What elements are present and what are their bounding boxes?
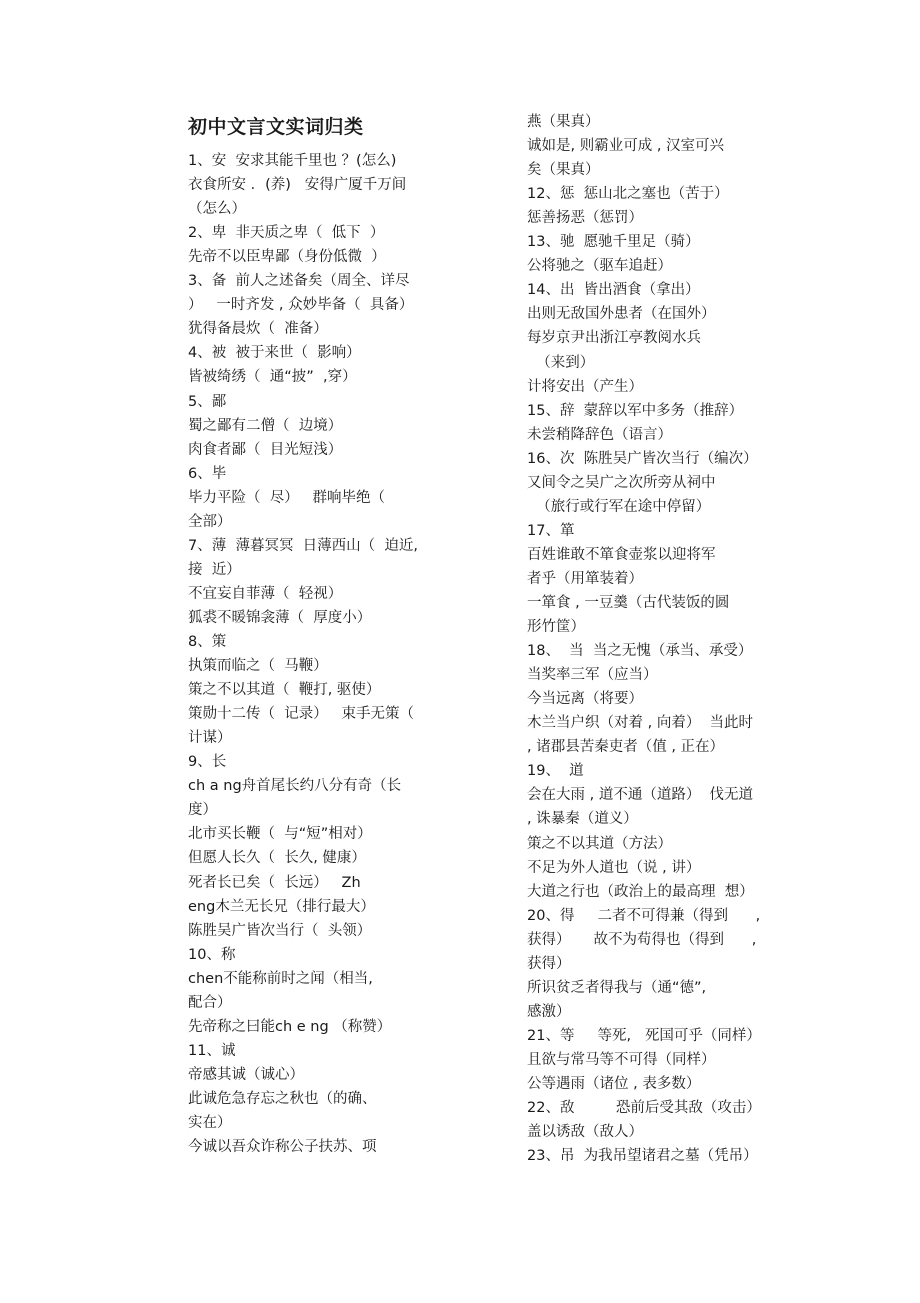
text-line: 19、 道	[527, 763, 584, 780]
text-line: 惩善扬恶（惩罚）	[527, 210, 643, 227]
text-line: 死者长已矣（ 长远） Zh	[188, 874, 361, 891]
text-line: 但愿人长久（ 长久, 健康）	[188, 850, 366, 867]
text-line: 形竹筐）	[527, 619, 585, 636]
text-line: 陈胜吴广皆次当行（ 头领）	[188, 922, 372, 939]
text-line: 8、策	[188, 634, 227, 650]
text-line: 此诚危急存忘之秋也（的确、	[188, 1090, 377, 1107]
page-title: 初中文言文实词归类	[188, 116, 364, 138]
text-line: 狐裘不暖锦衾薄（ 厚度小）	[188, 609, 372, 626]
text-line: 公将驰之（驱车追赶）	[527, 258, 672, 275]
text-line: 燕（果真）	[527, 114, 600, 130]
text-line: 策之不以其道（ 鞭打, 驱使）	[188, 682, 381, 699]
text-line: 9、长	[188, 754, 227, 771]
text-line: 蜀之鄙有二僧（ 边境）	[188, 417, 343, 434]
text-line: 11、诚	[188, 1042, 236, 1059]
text-line: 帝感其诚（诚心）	[188, 1066, 304, 1083]
text-line: 计谋）	[188, 730, 232, 747]
text-line: 15、辞 蒙辞以军中多务（推辞）	[527, 402, 744, 419]
text-line: 衣食所安 ．(养) 安得广厦千万间	[188, 177, 407, 194]
text-line: 未尝稍降辞色（语言）	[527, 426, 672, 443]
text-line: , 诸郡县苦秦吏者（值 , 正在）	[527, 739, 725, 756]
text-line: 实在）	[188, 1115, 232, 1131]
text-line: 先帝不以臣卑鄙（身份低微 ）	[188, 249, 386, 266]
text-line: 今当远离（将要）	[527, 691, 643, 708]
text-line: 12、惩 惩山北之塞也（苦于）	[527, 186, 729, 203]
text-line: 今诚以吾众诈称公子扶苏、项	[188, 1139, 377, 1156]
text-line: 北市买长鞭（ 与“短”相对）	[188, 826, 372, 843]
text-line: 百姓谁敢不箪食壶浆以迎将军	[527, 546, 716, 563]
text-line: 策之不以其道（方法）	[527, 835, 672, 852]
text-line: 接 近）	[188, 561, 241, 578]
text-line: 者乎（用箪装着）	[527, 570, 643, 587]
text-line: 诚如是, 则霸业可成 , 汉室可兴	[527, 138, 725, 155]
text-line: 会在大雨 , 道不通（道路） 伐无道	[527, 787, 754, 804]
text-line: 所识贫乏者得我与（通“德”,	[527, 979, 707, 996]
text-line: 获得）	[527, 955, 571, 972]
text-line: 盖以诱敌（敌人）	[527, 1124, 643, 1141]
text-line: 度）	[188, 802, 217, 819]
text-line: 感激）	[527, 1003, 571, 1020]
text-line: 获得） 故不为苟得也（得到 ,	[527, 931, 757, 948]
text-line: 毕力平险（ 尽） 群响毕绝（	[188, 489, 386, 506]
text-line: 大道之行也（政治上的最高理 想）	[527, 883, 754, 900]
text-line: 公等遇雨（诸位 , 表多数）	[527, 1076, 701, 1092]
text-line: 先帝称之曰能ch e ng （称赞）	[188, 1018, 392, 1035]
text-line: 2、卑 非天质之卑（ 低下 ）	[188, 225, 385, 242]
text-line: 每岁京尹出浙江亭教阅水兵	[527, 330, 701, 347]
text-line: 17、箪	[527, 522, 575, 539]
text-line: （怎么）	[188, 201, 246, 218]
text-line: 7、薄 薄暮冥冥 日薄西山（ 迫近,	[188, 537, 418, 554]
text-line: 22、敌 恐前后受其敌（攻击）	[527, 1100, 761, 1117]
text-line: 肉食者鄙（ 目光短浅）	[188, 441, 343, 458]
text-line: 13、驰 愿驰千里足（骑）	[527, 234, 700, 251]
text-line: 犹得备晨炊（ 准备）	[188, 321, 328, 338]
text-line: 14、出 皆出酒食（拿出）	[527, 282, 700, 299]
text-line: 木兰当户织（对着 , 向着） 当此时	[527, 715, 754, 732]
text-line: ch a ng舟首尾长约八分有奇（长	[188, 778, 402, 795]
text-line: 16、次 陈胜吴广皆次当行（编次）	[527, 450, 758, 467]
text-line: , 诛暴秦（道义）	[527, 811, 638, 828]
text-line: 10、称	[188, 946, 236, 963]
text-line: 全部）	[188, 513, 232, 530]
text-line: 20、得 二者不可得兼（得到 ,	[527, 907, 761, 924]
text-line: 且欲与常马等不可得（同样）	[527, 1051, 716, 1068]
text-line: 当奖率三军（应当）	[527, 667, 658, 684]
text-line: 皆被绮绣（ 通“披” ,穿）	[188, 369, 357, 386]
text-line: 4、被 被于来世（ 影响）	[188, 345, 361, 362]
text-line: 6、毕	[188, 465, 227, 482]
text-line: 18、 当 当之无愧（承当、承受）	[527, 643, 753, 660]
text-line: 5、鄙	[188, 393, 227, 410]
text-line: （来到）	[527, 354, 595, 371]
text-line: 不宜妄自菲薄（ 轻视）	[188, 585, 343, 602]
text-line: 计将安出（产生）	[527, 378, 643, 395]
text-line: 出则无敌国外患者（在国外）	[527, 306, 716, 323]
text-line: 配合）	[188, 994, 232, 1011]
text-line: eng木兰无长兄（排行最大）	[188, 898, 375, 915]
text-line: 不足为外人道也（说 , 讲）	[527, 859, 701, 876]
text-line: 执策而临之（ 马鞭）	[188, 658, 328, 675]
text-line: 21、等 等死, 死国可乎（同样）	[527, 1027, 761, 1044]
text-line: chen不能称前时之闻（相当,	[188, 970, 373, 987]
text-line: 策勋十二传（ 记录） 束手无策（	[188, 706, 415, 723]
text-line: 23、吊 为我吊望诸君之墓（凭吊）	[527, 1148, 758, 1165]
text-line: 一箪食 , 一豆羹（古代装饭的圆	[527, 595, 730, 611]
text-line: 3、备 前人之述备矣（周全、详尽	[188, 273, 410, 290]
text-line: ） 一时齐发 , 众妙毕备（ 具备）	[188, 297, 414, 314]
text-line: 矣（果真）	[527, 162, 600, 179]
text-line: 1、安 安求其能千里也 ？(怎么)	[188, 153, 397, 169]
text-line: 又间令之吴广之次所旁从祠中	[527, 474, 716, 491]
text-line: （旅行或行军在途中停留）	[527, 498, 711, 515]
